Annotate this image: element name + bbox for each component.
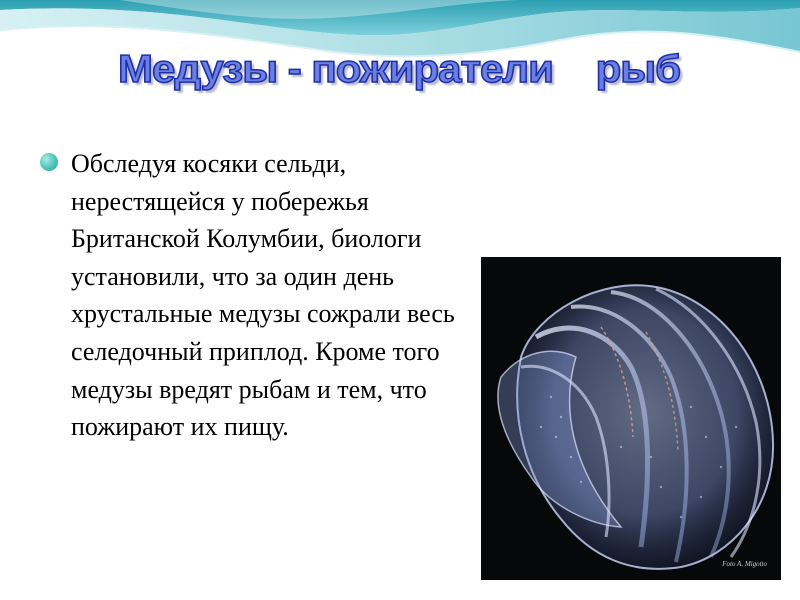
photo-credit: Foto A. Migotto — [722, 560, 767, 568]
jellyfish-illustration — [481, 257, 781, 580]
slide-title: Медузы - пожиратели рыб — [118, 47, 681, 91]
bullet-icon — [40, 153, 58, 171]
jellyfish-photo — [481, 257, 781, 580]
bullet-text: Обследуя косяки сельди, нерестящейся у побережья Британской Колумбии, биологи установили, что за один день хрустальные медузы сожрали весь селедочный приплод. Кроме того медузы вредят рыбам и тем, что пожирают их пищу. — [71, 149, 455, 442]
